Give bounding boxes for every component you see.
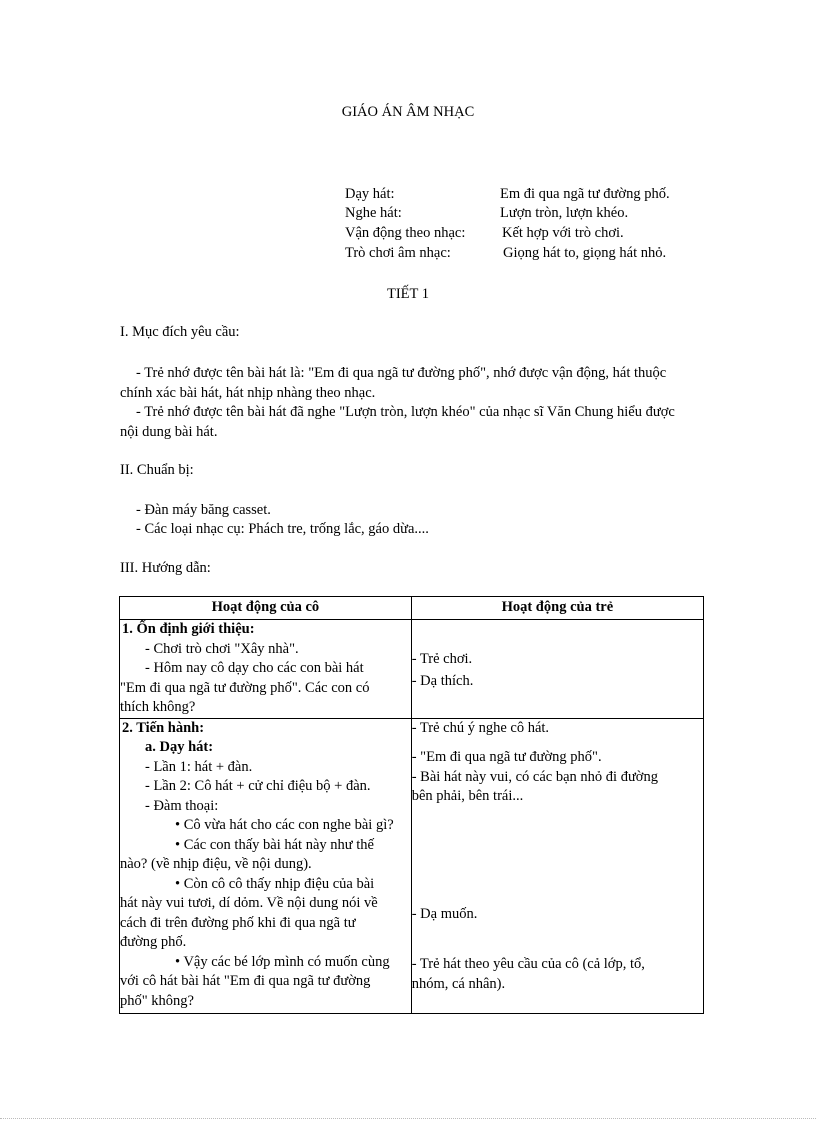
header-teacher-activity: Hoạt động của cô (120, 597, 412, 620)
teacher-line: với cô hát bài hát "Em đi qua ngã tư đường (120, 973, 371, 989)
children-line: bên phải, bên trái... (411, 788, 524, 804)
children-cell-intro (411, 620, 703, 719)
teacher-line: thích không? (120, 699, 196, 715)
info-value-teach: Em đi qua ngã tư đường phố. (500, 186, 670, 202)
info-label-teach: Dạy hát: (345, 186, 395, 202)
teacher-line: phố" không? (120, 992, 194, 1009)
teacher-line: • Vậy các bé lớp mình có muốn cùng (175, 953, 390, 970)
row-heading-intro: 1. Ổn định giới thiệu: (122, 621, 255, 637)
preparation-item: - Các loại nhạc cụ: Phách tre, trống lắc, gáo dừa.... (136, 521, 429, 537)
info-label-movement: Vận động theo nhạc: (345, 225, 466, 241)
children-line: - Trẻ chú ý nghe cô hát. (411, 719, 550, 736)
teacher-line: - Đàm thoại: (145, 797, 219, 814)
children-line: - Trẻ hát theo yêu cầu của cô (cả lớp, tổ, (411, 956, 645, 972)
teacher-line: - Chơi trò chơi "Xây nhà". (145, 640, 299, 657)
table-header-row (120, 597, 704, 620)
children-line: - "Em đi qua ngã tư đường phố". (411, 749, 602, 765)
children-cell-main (411, 718, 703, 1013)
children-line: - Dạ thích. (411, 672, 474, 689)
document-title: GIÁO ÁN ÂM NHẠC (341, 104, 475, 120)
info-value-listen: Lượn tròn, lượn khéo. (500, 205, 629, 221)
teacher-line: đường phố. (120, 934, 187, 950)
teacher-line: "Em đi qua ngã tư đường phố". Các con có (120, 679, 370, 696)
table-row (120, 620, 704, 719)
teacher-cell-main (120, 718, 412, 1013)
teacher-line: hát này vui tươi, dí dỏm. Về nội dung nói về (120, 895, 378, 911)
info-label-game: Trò chơi âm nhạc: (345, 245, 451, 261)
table-row (120, 718, 704, 1013)
section-preparation-heading: II. Chuẩn bị: (120, 462, 194, 478)
children-line: - Bài hát này vui, có các bạn nhỏ đi đường (411, 768, 658, 785)
children-line: nhóm, cá nhân). (411, 975, 506, 992)
section-objectives-heading: I. Mục đích yêu cầu: (120, 324, 240, 340)
preparation-item: - Đàn máy băng casset. (136, 502, 271, 518)
info-value-game: Giọng hát to, giọng hát nhỏ. (503, 245, 667, 261)
lesson-period-heading: TIẾT 1 (386, 286, 429, 302)
teacher-line: • Cô vừa hát cho các con nghe bài gì? (175, 817, 394, 833)
children-line: - Dạ muốn. (411, 905, 478, 922)
row-heading-main: 2. Tiến hành: (122, 719, 205, 736)
teacher-cell-intro (120, 620, 412, 719)
teacher-line: • Các con thấy bài hát này như thế (175, 836, 374, 853)
teacher-line: • Còn cô cô thấy nhịp điệu của bài (175, 875, 375, 892)
teacher-line: cách đi trên đường phố khi đi qua ngã tư (120, 914, 356, 931)
info-label-listen: Nghe hát: (345, 205, 402, 221)
info-value-movement: Kết hợp với trò chơi. (502, 225, 624, 241)
activity-table (119, 596, 704, 1014)
teacher-line: - Hôm nay cô dạy cho các con bài hát (145, 660, 364, 676)
teacher-line: - Lần 2: Cô hát + cử chỉ điệu bộ + đàn. (145, 778, 371, 794)
teacher-line: nào? (về nhịp điệu, về nội dung). (120, 856, 312, 872)
subheading-teach-singing: a. Dạy hát: (145, 739, 214, 755)
objective-paragraph-1: - Trẻ nhớ được tên bài hát là: "Em đi qua ngã tư đường phố", nhớ được vận động, hát thuộc chính xác bài hát, hát nhịp nhàng theo nhạc. (120, 365, 667, 401)
header-children-activity: Hoạt động của trẻ (411, 597, 703, 620)
objective-paragraph-2: - Trẻ nhớ được tên bài hát đã nghe "Lượn tròn, lượn khéo" của nhạc sĩ Văn Chung hiểu được nội dung bài hát. (120, 404, 675, 440)
section-guide-heading: III. Hướng dẫn: (120, 560, 211, 576)
page-bottom-divider (0, 1118, 816, 1119)
children-line: - Trẻ chơi. (411, 651, 473, 667)
teacher-line: - Lần 1: hát + đàn. (145, 758, 253, 775)
